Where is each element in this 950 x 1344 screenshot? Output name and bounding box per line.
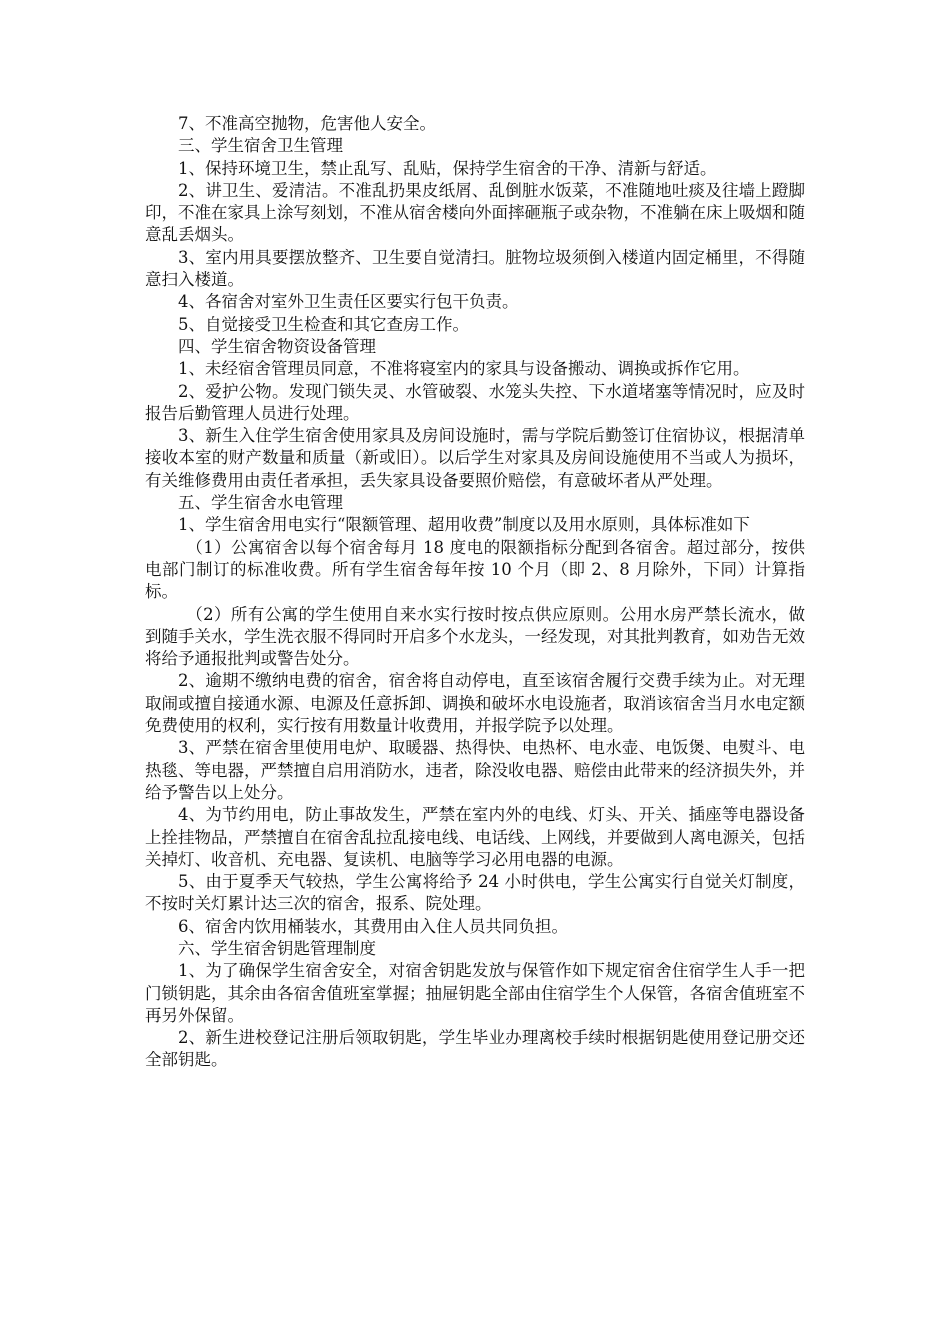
rule-item: 1、为了确保学生宿舍安全，对宿舍钥匙发放与保管作如下规定宿舍住宿学生人手一把门锁钥匙，其余由各宿舍值班室掌握；抽屉钥匙全部由住宿学生个人保管，各宿舍值班室不再另外保留。 <box>145 961 805 1025</box>
rule-item: 7、不准高空抛物，危害他人安全。 <box>178 114 436 133</box>
rule-item: 1、学生宿舍用电实行“限额管理、超用收费”制度以及用水原则，具体标准如下 <box>178 515 750 535</box>
rule-item: 1、保持环境卫生，禁止乱写、乱贴，保持学生宿舍的干净、清新与舒适。 <box>178 158 717 178</box>
section-heading: 三、学生宿舍卫生管理 <box>178 136 343 156</box>
rule-item: 2、新生进校登记注册后领取钥匙，学生毕业办理离校手续时根据钥匙使用登记册交还全部钥匙。 <box>145 1028 805 1070</box>
rule-item: 1、未经宿舍管理员同意，不准将寝室内的家具与设备搬动、调换或拆作它用。 <box>178 359 750 379</box>
section-heading: 六、学生宿舍钥匙管理制度 <box>178 938 376 958</box>
rule-item: 2、爱护公物。发现门锁失灵、水管破裂、水笼头失控、下水道堵塞等情况时，应及时报告后勤管理人员进行处理。 <box>145 381 805 423</box>
section-heading: 五、学生宿舍水电管理 <box>178 493 343 513</box>
rule-item: 3、室内用具要摆放整齐、卫生要自觉清扫。脏物垃圾须倒入楼道内固定桶里，不得随意扫入楼道。 <box>145 247 805 290</box>
rule-item: 6、宿舍内饮用桶装水，其费用由入住人员共同负担。 <box>178 916 568 936</box>
rule-item: 4、各宿舍对室外卫生责任区要实行包干负责。 <box>178 292 519 312</box>
rule-subitem: （2）所有公寓的学生使用自来水实行按时按点供应原则。公用水房严禁长流水，做到随手关水，学生洗衣服不得同时开启多个水龙头，一经发现，对其批判教育，如劝告无效将给予通报批判或警告处分。 <box>145 604 805 669</box>
rule-item: 3、严禁在宿舍里使用电炉、取暖器、热得快、电热杯、电水壶、电饭煲、电熨斗、电热毯、等电器，严禁擅自启用消防水，违者，除没收电器、赔偿由此带来的经济损失外，并给予警告以上处分。 <box>145 738 805 802</box>
rule-item: 2、讲卫生、爱清洁。不准乱扔果皮纸屑、乱倒脏水饭菜，不准随地吐痰及往墙上蹬脚印，不准在家具上涂写刻划，不准从宿舍楼向外面摔砸瓶子或杂物，不准躺在床上吸烟和随意乱丢烟头。 <box>145 180 805 245</box>
section-heading: 四、学生宿舍物资设备管理 <box>178 336 376 356</box>
document-page <box>145 113 805 1072</box>
rule-item: 3、新生入住学生宿舍使用家具及房间设施时，需与学院后勤签订住宿协议，根据清单接收本室的财产数量和质量（新或旧）。以后学生对家具及房间设施使用不当或人为损坏，有关维修费用由责任者承担，丢失家具设备要照价赔偿，有意破坏者从严处理。 <box>145 426 805 490</box>
rule-item: 2、逾期不缴纳电费的宿舍，宿舍将自动停电，直至该宿舍履行交费手续为止。对无理取闹或擅自接通水源、电源及任意拆卸、调换和破坏水电设施者，取消该宿舍当月水电定额免费使用的权利，实行按有用数量计收费用，并报学院予以处理。 <box>145 671 805 736</box>
rule-item: 5、自觉接受卫生检查和其它查房工作。 <box>178 314 469 334</box>
rule-item: 5、由于夏季天气较热，学生公寓将给予 24 小时供电，学生公寓实行自觉关灯制度，不按时关灯累计达三次的宿舍，报系、院处理。 <box>145 872 805 914</box>
rule-item: 4、为节约用电，防止事故发生，严禁在室内外的电线、灯头、开关、插座等电器设备上拴挂物品，严禁擅自在宿舍乱拉乱接电线、电话线、上网线，并要做到人离电源关，包括关掉灯、收音机、充电器、复读机、电脑等学习必用电器的电源。 <box>145 805 805 869</box>
rule-subitem: （1）公寓宿舍以每个宿舍每月 18 度电的限额指标分配到各宿舍。超过部分，按供电部门制订的标准收费。所有学生宿舍每年按 10 个月（即 2、8 月除外，下同）计算指标。 <box>145 537 805 602</box>
